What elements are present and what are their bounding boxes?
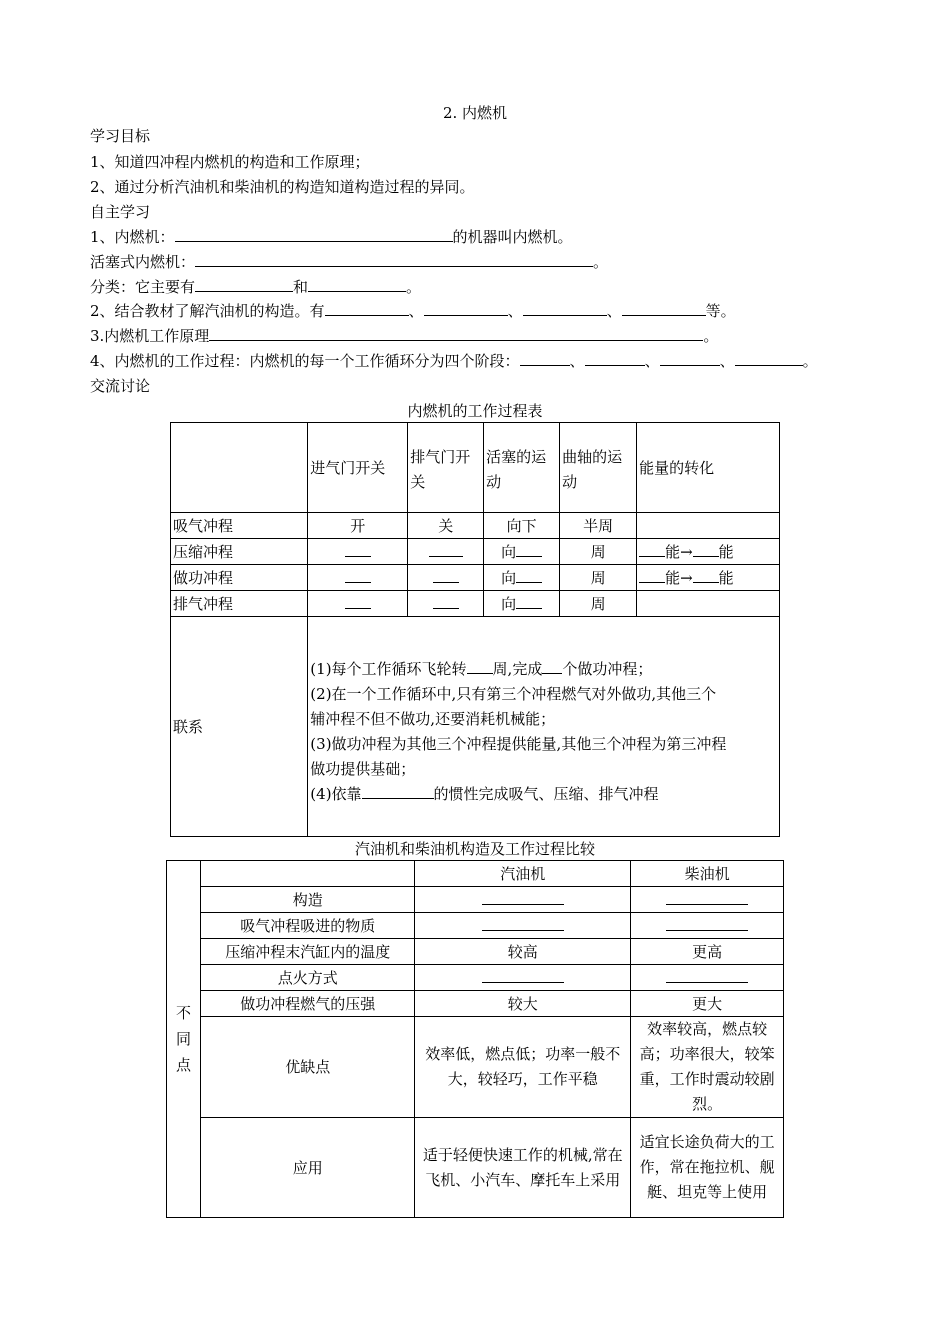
gasoline-cell[interactable] (415, 913, 631, 939)
relation-line-3b: 做功提供基础； (310, 759, 416, 778)
energy-cell (637, 513, 780, 539)
goal-item-1: 1、知道四冲程内燃机的构造和工作原理； (90, 153, 370, 171)
table-header-row (171, 423, 780, 513)
side-label: 不 同 点 (167, 861, 201, 1218)
table-row (167, 1118, 784, 1218)
work-process-table (170, 422, 780, 837)
relation-line-1: (1)每个工作循环飞轮转 周,完成 个做功冲程； (310, 659, 653, 678)
piston-cell[interactable]: 向 (484, 539, 560, 565)
header-energy: 能量的转化 (637, 423, 780, 513)
question-6: 4、内燃机的工作过程：内燃机的每一个工作循环分为四个阶段： 、 、 、 。 (90, 352, 818, 370)
relation-line-2: (2)在一个工作循环中,只有第三个冲程燃气对外做功,其他三个 (310, 684, 717, 703)
table1-caption: 内燃机的工作过程表 (407, 402, 543, 420)
page-title: 2. 内燃机 (442, 104, 508, 122)
question-1: 1、内燃机： 的机器叫内燃机。 (90, 228, 573, 246)
energy-cell[interactable]: 能→ 能 (637, 565, 780, 591)
table-row (167, 1017, 784, 1118)
crank-cell: 半周 (560, 513, 637, 539)
row-label: 吸气冲程吸进的物质 (200, 913, 415, 939)
table2-caption: 汽油机和柴油机构造及工作过程比较 (354, 840, 595, 858)
row-label: 吸气冲程 (171, 513, 308, 539)
row-label: 点火方式 (200, 965, 415, 991)
table-row (167, 887, 784, 913)
discussion-heading: 交流讨论 (90, 377, 151, 395)
answer-blank[interactable] (520, 351, 570, 366)
crank-cell[interactable]: 周 (560, 565, 637, 591)
gasoline-cell[interactable] (415, 887, 631, 913)
row-label: 应用 (200, 1118, 415, 1218)
gasoline-cell: 较高 (415, 939, 631, 965)
relation-row (171, 617, 780, 837)
diesel-cell: 适宜长途负荷大的工作，常在拖拉机、舰艇、坦克等上使用 (631, 1118, 784, 1218)
piston-cell: 向下 (484, 513, 560, 539)
goal-item-2: 2、通过分析汽油机和柴油机的构造知道构造过程的异同。 (90, 178, 475, 196)
header-intake: 进气门开关 (308, 423, 408, 513)
diesel-cell: 更大 (631, 991, 784, 1017)
header-empty (171, 423, 308, 513)
answer-blank[interactable] (660, 351, 720, 366)
answer-blank[interactable] (585, 351, 645, 366)
answer-blank[interactable] (308, 277, 406, 292)
question-2: 活塞式内燃机： 。 (90, 253, 609, 271)
exhaust-cell[interactable] (408, 591, 484, 617)
table-row (167, 991, 784, 1017)
table-row (167, 913, 784, 939)
answer-blank[interactable] (209, 326, 703, 341)
answer-blank[interactable] (175, 227, 453, 242)
header-diesel: 柴油机 (631, 861, 784, 887)
exhaust-cell[interactable] (408, 565, 484, 591)
table-row (167, 965, 784, 991)
answer-blank[interactable] (523, 301, 607, 316)
diesel-cell: 效率较高，燃点较高；功率很大，较笨重，工作时震动较剧烈。 (631, 1017, 784, 1118)
question-4: 2、结合教材了解汽油机的构造。有 、 、 、 等。 (90, 302, 736, 320)
diesel-cell[interactable] (631, 887, 784, 913)
answer-blank[interactable] (325, 301, 409, 316)
answer-blank[interactable] (195, 252, 593, 267)
row-label: 做功冲程燃气的压强 (200, 991, 415, 1017)
answer-blank[interactable] (424, 301, 508, 316)
energy-cell[interactable] (637, 591, 780, 617)
intake-cell[interactable] (308, 591, 408, 617)
answer-blank[interactable] (735, 351, 803, 366)
question-3: 分类：它主要有 和 。 (90, 278, 422, 296)
row-label: 排气冲程 (171, 591, 308, 617)
answer-blank[interactable] (195, 277, 293, 292)
header-crank: 曲轴的运动 (560, 423, 637, 513)
self-study-heading: 自主学习 (90, 203, 151, 221)
question-5: 3.内燃机工作原理 。 (90, 327, 719, 345)
table-row (167, 939, 784, 965)
exhaust-cell: 关 (408, 513, 484, 539)
table-row (171, 591, 780, 617)
header-exhaust: 排气门开关 (408, 423, 484, 513)
relation-content (308, 617, 780, 837)
relation-line-4: (4)依靠 的惯性完成吸气、压缩、排气冲程 (310, 784, 659, 803)
diesel-cell[interactable] (631, 965, 784, 991)
diesel-cell: 更高 (631, 939, 784, 965)
gasoline-cell: 较大 (415, 991, 631, 1017)
gasoline-cell: 效率低，燃点低；功率一般不大，较轻巧，工作平稳 (415, 1017, 631, 1118)
table-row (171, 513, 780, 539)
exhaust-cell[interactable] (408, 539, 484, 565)
energy-cell[interactable]: 能→ 能 (637, 539, 780, 565)
table-header-row (167, 861, 784, 887)
diesel-cell[interactable] (631, 913, 784, 939)
piston-cell[interactable]: 向 (484, 565, 560, 591)
crank-cell[interactable]: 周 (560, 539, 637, 565)
comparison-table (166, 860, 784, 1218)
intake-cell[interactable] (308, 565, 408, 591)
row-label: 压缩冲程 (171, 539, 308, 565)
relation-label: 联系 (171, 617, 308, 837)
row-label: 压缩冲程末汽缸内的温度 (200, 939, 415, 965)
crank-cell[interactable]: 周 (560, 591, 637, 617)
header-empty (200, 861, 415, 887)
table-row (171, 539, 780, 565)
intake-cell[interactable] (308, 539, 408, 565)
answer-blank[interactable] (622, 301, 706, 316)
row-label: 做功冲程 (171, 565, 308, 591)
relation-line-3: (3)做功冲程为其他三个冲程提供能量,其他三个冲程为第三冲程 (310, 734, 727, 753)
relation-line-2b: 辅冲程不但不做功,还要消耗机械能； (310, 709, 556, 728)
row-label: 优缺点 (200, 1017, 415, 1118)
intake-cell: 开 (308, 513, 408, 539)
gasoline-cell: 适于轻便快速工作的机械,常在飞机、小汽车、摩托车上采用 (415, 1118, 631, 1218)
gasoline-cell[interactable] (415, 965, 631, 991)
table-row (171, 565, 780, 591)
row-label: 构造 (200, 887, 415, 913)
goals-heading: 学习目标 (90, 127, 151, 145)
header-gasoline: 汽油机 (415, 861, 631, 887)
piston-cell[interactable]: 向 (484, 591, 560, 617)
header-piston: 活塞的运动 (484, 423, 560, 513)
